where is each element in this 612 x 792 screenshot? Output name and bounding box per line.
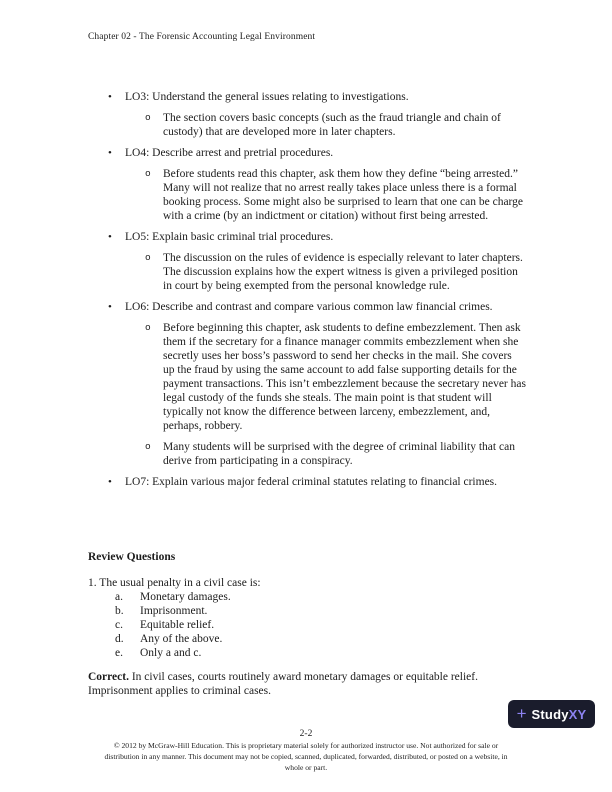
lo-label: LO4: Describe arrest and pretrial procedures.	[125, 147, 334, 159]
learning-objective-item	[88, 300, 526, 468]
sub-bullet-marker: o	[145, 168, 151, 179]
question-stem: 1. The usual penalty in a civil case is:	[88, 577, 261, 589]
footer-line: © 2012 by McGraw-Hill Education. This is proprietary material solely for authorized instructor use. Not authorized for sale or	[113, 741, 499, 750]
review-questions-heading: Review Questions	[88, 551, 176, 563]
lo-subs	[88, 167, 526, 223]
learning-objectives-list	[88, 90, 526, 496]
sub-text: Many students will be surprised with the degree of criminal liability that can derive from participating in a conspiracy.	[163, 441, 515, 467]
plus-icon: +	[516, 703, 527, 723]
running-header: Chapter 02 - The Forensic Accounting Legal Environment	[88, 32, 316, 42]
sub-text: Before beginning this chapter, ask students to define embezzlement. Then ask them if the secretary for a finance manager commits embezzlement when she secretly uses her boss’s password to send her checks in the mail. She covers up the fraud by using the same account to add false supporting details for the payment transactions. This isn’t embezzlement because the secretary never has legal custody of the funds she steals. The main point is that student will typically not know the difference between larceny, embezzlement, and, perhaps, robbery.	[163, 322, 526, 432]
learning-objective-item	[88, 90, 526, 139]
option-text: Monetary damages.	[140, 591, 231, 603]
answer-label: Correct.	[88, 671, 129, 683]
bullet-marker: •	[108, 301, 112, 313]
sub-bullet-marker: o	[145, 322, 151, 333]
review-questions-section	[88, 550, 526, 660]
bullet-marker: •	[108, 231, 112, 243]
option-text: Imprisonment.	[140, 605, 208, 617]
footer-line: whole or part.	[284, 762, 328, 772]
option-text: Any of the above.	[140, 633, 223, 645]
lo-label: LO3: Understand the general issues relating to investigations.	[125, 91, 409, 103]
question-options	[88, 590, 526, 660]
answer-explanation	[88, 670, 528, 698]
question-option	[115, 590, 526, 604]
sub-bullet-marker: o	[145, 112, 151, 123]
option-letter: c.	[115, 619, 123, 631]
lo-subs	[88, 251, 526, 293]
sub-text: The discussion on the rules of evidence is especially relevant to later chapters. The discussion explains how the expert witness is given a privileged position in court by being exempted from the personal knowledge rule.	[163, 252, 523, 292]
brand-study: Study	[531, 706, 569, 722]
sub-bullet-marker: o	[145, 252, 151, 263]
copyright-footer	[46, 741, 566, 773]
bullet-marker: •	[108, 476, 112, 488]
question-option	[115, 604, 526, 618]
sub-text: The section covers basic concepts (such as the fraud triangle and chain of custody) that are developed more in later chapters.	[163, 112, 501, 138]
option-letter: e.	[115, 647, 123, 659]
lo-subs	[88, 111, 526, 139]
studyxy-brand-text	[532, 707, 587, 722]
question-option	[115, 646, 526, 660]
option-letter: a.	[115, 591, 123, 603]
question-option	[115, 618, 526, 632]
option-letter: b.	[115, 605, 124, 617]
lo-label: LO6: Describe and contrast and compare various common law financial crimes.	[125, 301, 493, 313]
sub-bullet-marker: o	[145, 441, 151, 452]
sub-bullet-item	[88, 440, 526, 468]
learning-objective-item	[88, 475, 526, 489]
sub-bullet-item	[88, 251, 526, 293]
sub-bullet-item	[88, 111, 526, 139]
sub-bullet-item	[88, 167, 526, 223]
learning-objective-item	[88, 146, 526, 223]
lo-label: LO5: Explain basic criminal trial procedures.	[125, 231, 334, 243]
page-number: 2-2	[299, 729, 313, 739]
learning-objective-item	[88, 230, 526, 293]
bullet-marker: •	[108, 91, 112, 103]
brand-xy: XY	[568, 706, 587, 722]
question-option	[115, 632, 526, 646]
lo-label: LO7: Explain various major federal criminal statutes relating to financial crimes.	[125, 476, 498, 488]
lo-subs	[88, 321, 526, 468]
bullet-marker: •	[108, 147, 112, 159]
option-text: Only a and c.	[140, 647, 202, 659]
sub-text: Before students read this chapter, ask them how they define “being arrested.” Many will not realize that no arrest really takes place unless there is a formal booking process. Some might also be surprised to learn that one can be charge with a crime (by an indictment or citation) without first being arrested.	[163, 168, 524, 222]
studyxy-badge[interactable]	[508, 700, 595, 728]
footer-line: distribution in any manner. This document may not be copied, scanned, duplicated, forwarded, distributed, or posted on a website, in	[104, 751, 508, 761]
option-text: Equitable relief.	[140, 619, 215, 631]
option-letter: d.	[115, 633, 124, 645]
sub-bullet-item	[88, 321, 526, 433]
answer-text: In civil cases, courts routinely award monetary damages or equitable relief. Imprisonment applies to criminal cases.	[88, 671, 478, 697]
